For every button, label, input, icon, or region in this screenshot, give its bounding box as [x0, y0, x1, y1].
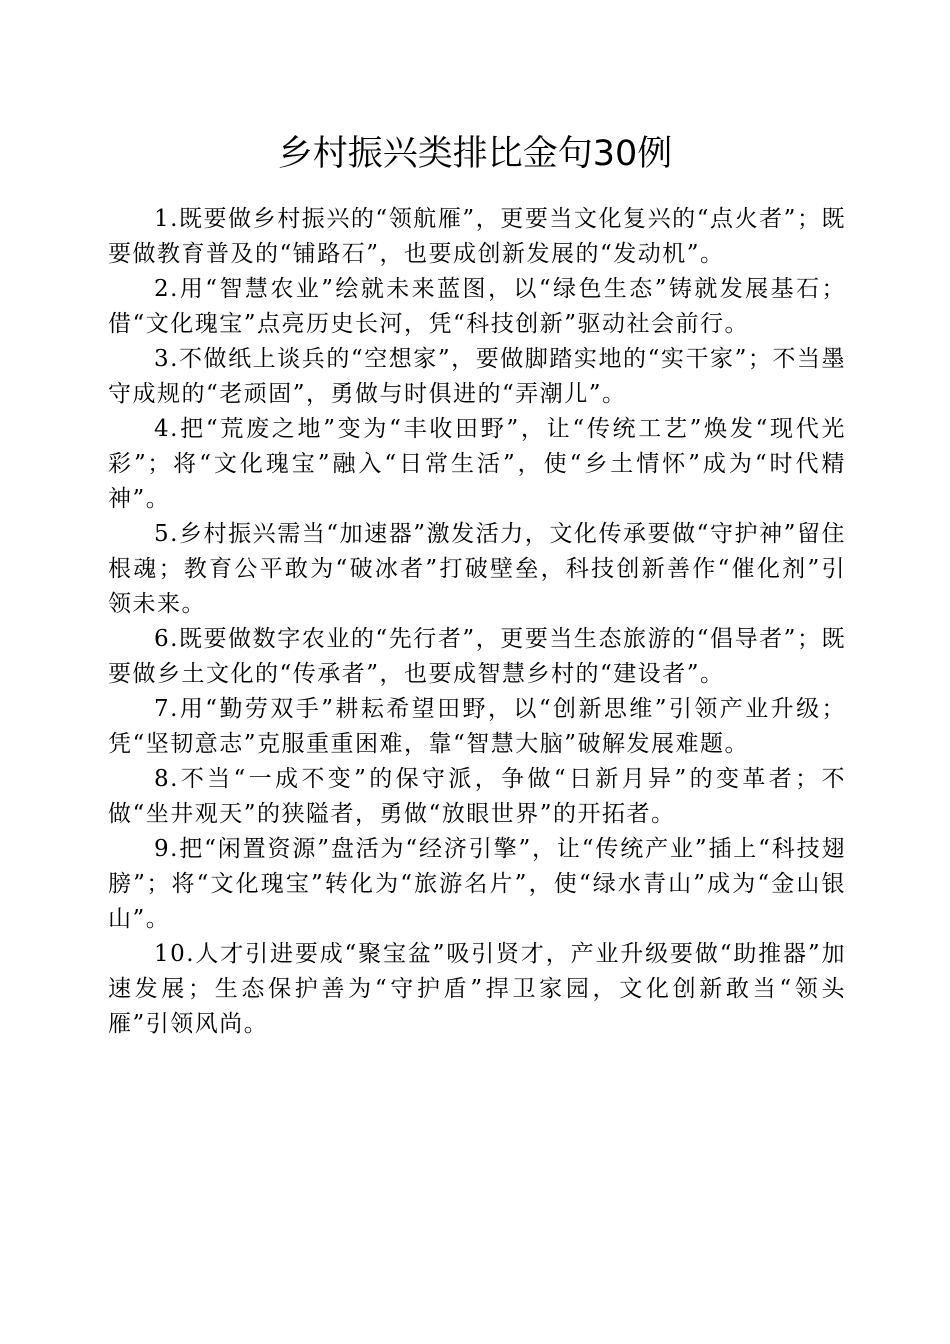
paragraph-6: 6.既要做数字农业的“先行者”，更要当生态旅游的“倡导者”；既要做乡土文化的“传承者”，也要成智慧乡村的“建设者”。	[108, 626, 846, 687]
document-title: 乡村振兴类排比金句30例	[277, 134, 673, 174]
paragraph-5: 5.乡村振兴需当“加速器”激发活力，文化传承要做“守护神”留住根魂；教育公平敢为“破冰者”打破壁垒，科技创新善作“催化剂”引领未来。	[108, 521, 846, 617]
paragraph-4: 4.把“荒废之地”变为“丰收田野”，让“传统工艺”焕发“现代光彩”；将“文化瑰宝”融入“日常生活”，使“乡土情怀”成为“时代精神”。	[108, 416, 846, 512]
paragraph-7: 7.用“勤劳双手”耕耘希望田野，以“创新思维”引领产业升级；凭“坚韧意志”克服重重困难，靠“智慧大脑”破解发展难题。	[108, 696, 846, 757]
paragraph-1: 1.既要做乡村振兴的“领航雁”，更要当文化复兴的“点火者”；既要做教育普及的“铺路石”，也要成创新发展的“发动机”。	[108, 206, 846, 267]
document-body	[108, 202, 846, 1042]
paragraph-8: 8.不当“一成不变”的保守派，争做“日新月异”的变革者；不做“坐井观天”的狭隘者，勇做“放眼世界”的开拓者。	[108, 766, 846, 827]
paragraph-3: 3.不做纸上谈兵的“空想家”，要做脚踏实地的“实干家”；不当墨守成规的“老顽固”，勇做与时俱进的“弄潮儿”。	[108, 346, 846, 407]
paragraph-9: 9.把“闲置资源”盘活为“经济引擎”，让“传统产业”插上“科技翅膀”；将“文化瑰宝”转化为“旅游名片”，使“绿水青山”成为“金山银山”。	[108, 836, 846, 932]
paragraph-10: 10.人才引进要成“聚宝盆”吸引贤才，产业升级要做“助推器”加速发展；生态保护善为“守护盾”捍卫家园，文化创新敢当“领头雁”引领风尚。	[108, 941, 846, 1037]
paragraph-2: 2.用“智慧农业”绘就未来蓝图，以“绿色生态”铸就发展基石；借“文化瑰宝”点亮历史长河，凭“科技创新”驱动社会前行。	[108, 276, 846, 337]
